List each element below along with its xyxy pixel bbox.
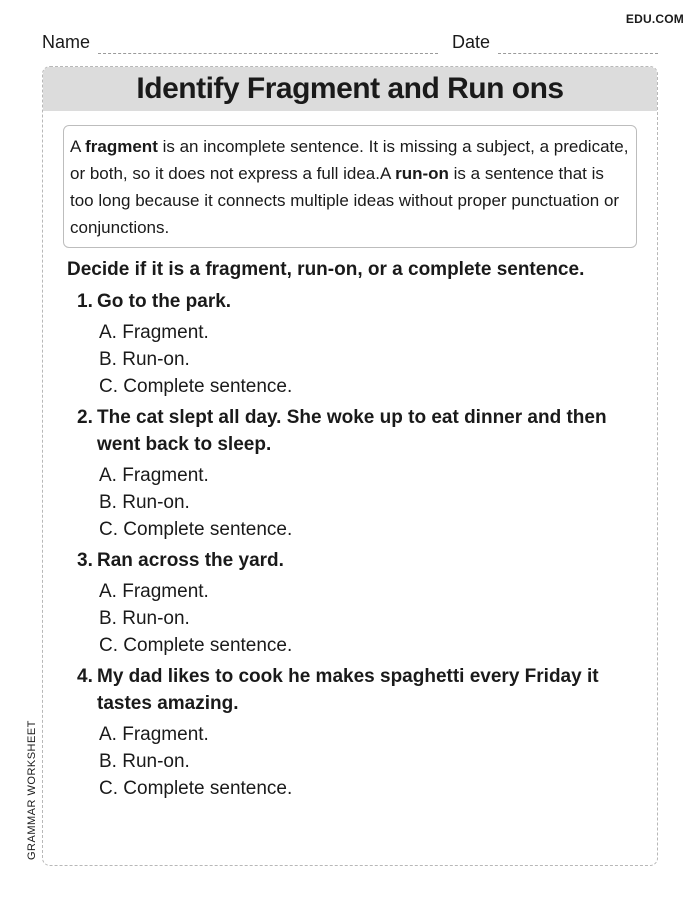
option-b[interactable]: B. Run-on.: [99, 349, 190, 370]
side-label: GRAMMAR WORKSHEET: [26, 720, 38, 860]
option-list: [99, 578, 657, 659]
question-2: [43, 404, 657, 543]
option-c[interactable]: C. Complete sentence.: [99, 635, 293, 656]
intro-text-1: A: [70, 137, 86, 156]
intro-text-3: is a sentence that is too long because it connects multiple ideas without proper punctuation or conjunctions.: [70, 164, 620, 237]
worksheet-panel: [42, 66, 658, 866]
date-line[interactable]: [498, 53, 658, 54]
question-text: My dad likes to cook he makes spaghetti every Friday it tastes amazing.: [97, 666, 599, 714]
option-b[interactable]: B. Run-on.: [99, 751, 190, 772]
question-text: Go to the park.: [97, 291, 232, 312]
option-a[interactable]: A. Fragment.: [99, 465, 209, 486]
question-3: [43, 547, 657, 659]
title-band: [43, 67, 657, 111]
question-row: [77, 547, 657, 574]
option-a[interactable]: A. Fragment.: [99, 724, 209, 745]
option-list: [99, 462, 657, 543]
intro-term-run-on: run-on: [395, 164, 449, 183]
instruction-text: Decide if it is a fragment, run-on, or a complete sentence.: [67, 259, 585, 280]
question-number: 1.: [77, 291, 93, 312]
name-label: Name: [42, 32, 91, 52]
option-c[interactable]: C. Complete sentence.: [99, 778, 293, 799]
intro-text-2: is an incomplete sentence. It is missing a subject, a predicate, or both, so it does not express a full idea.A: [70, 137, 629, 183]
option-c[interactable]: C. Complete sentence.: [99, 519, 293, 540]
option-b[interactable]: B. Run-on.: [99, 608, 190, 629]
question-row: [77, 288, 657, 315]
option-a[interactable]: A. Fragment.: [99, 581, 209, 602]
option-a[interactable]: A. Fragment.: [99, 322, 209, 343]
question-list: [43, 288, 657, 802]
name-line[interactable]: [98, 53, 438, 54]
question-text: The cat slept all day. She woke up to eat dinner and then went back to sleep.: [97, 407, 607, 455]
worksheet-title: Identify Fragment and Run ons: [136, 72, 564, 105]
brand-logo: EDU.COM: [625, 12, 684, 26]
intro-term-fragment: fragment: [85, 137, 158, 156]
question-text: Ran across the yard.: [97, 550, 284, 571]
question-number: 2.: [77, 407, 93, 428]
date-label: Date: [452, 32, 491, 52]
question-number: 4.: [77, 666, 93, 687]
name-date-row: [42, 30, 658, 54]
question-1: [43, 288, 657, 400]
intro-box: [63, 125, 637, 248]
option-b[interactable]: B. Run-on.: [99, 492, 190, 513]
question-row: [77, 404, 657, 458]
question-row: [77, 663, 657, 717]
option-c[interactable]: C. Complete sentence.: [99, 376, 293, 397]
option-list: [99, 319, 657, 400]
option-list: [99, 721, 657, 802]
question-4: [43, 663, 657, 802]
question-number: 3.: [77, 550, 93, 571]
